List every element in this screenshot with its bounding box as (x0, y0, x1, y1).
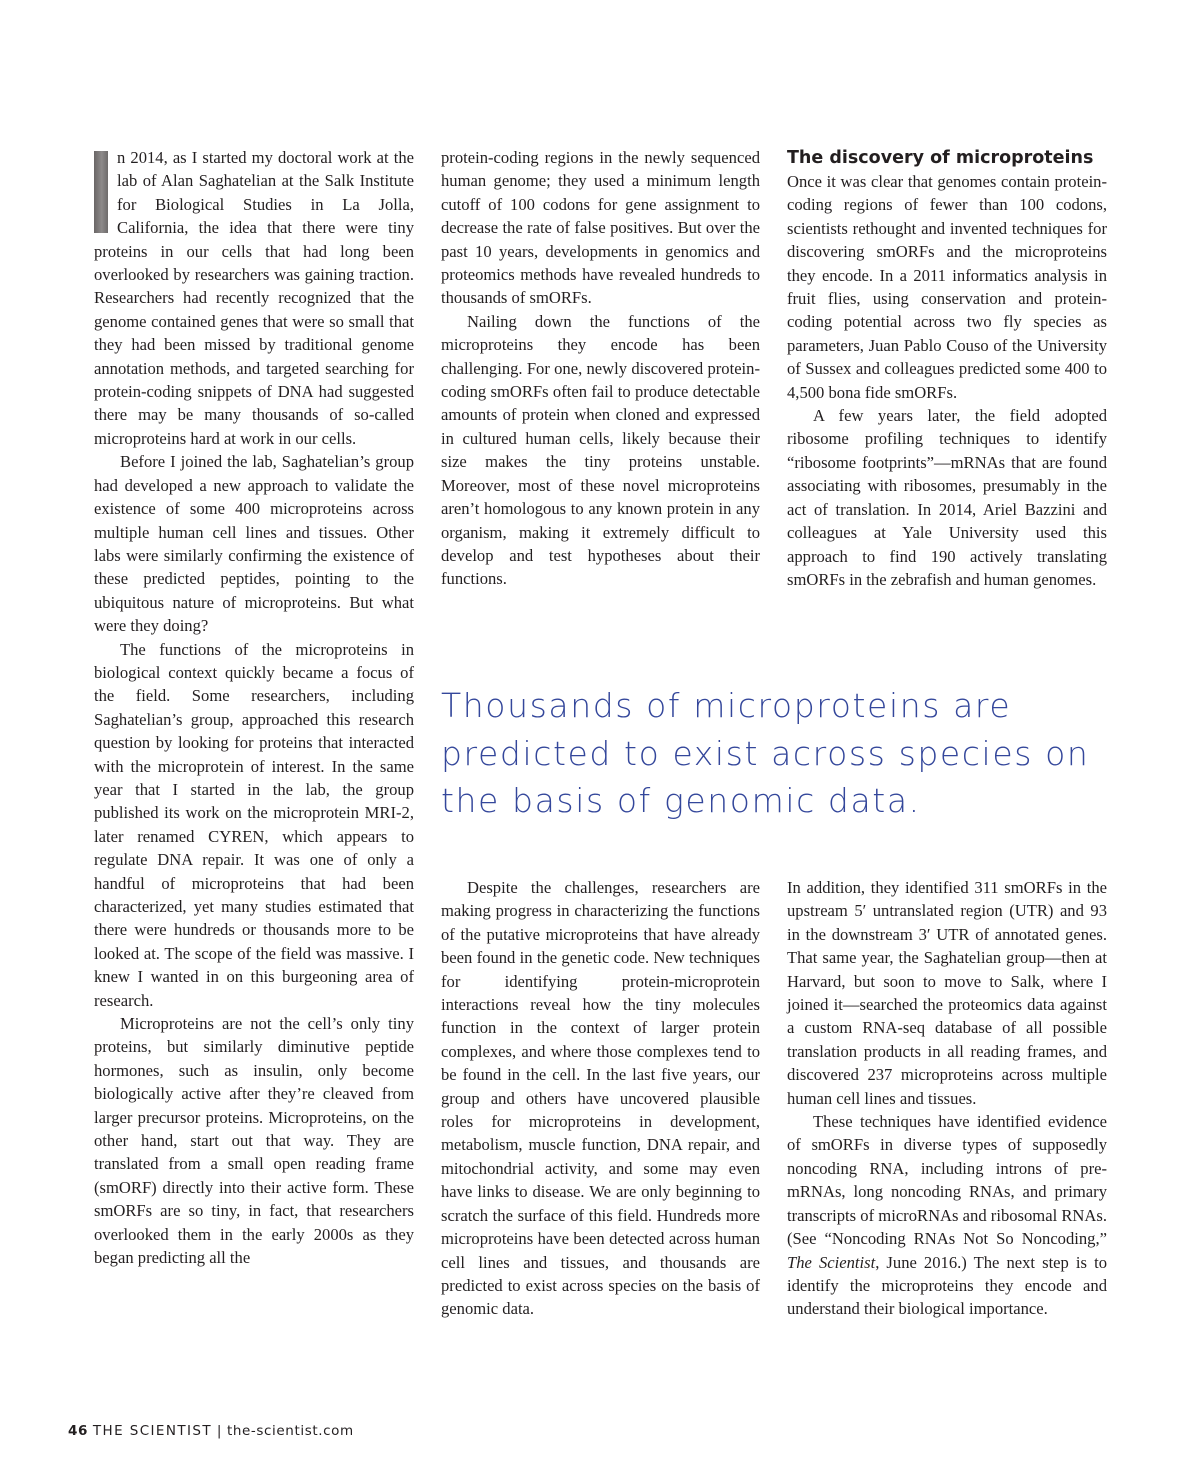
section-subhead: The discovery of microproteins (787, 148, 1094, 168)
paragraph: Once it was clear that genomes contain protein-coding regions of fewer than 100 codons, scientists rethought and invented techniques for discovering smORFs and the microproteins they encode. In a 2011 informatics analysis in fruit flies, using conservation and protein-coding potential across two fly species as parameters, Juan Pablo Couso of the University of Sussex and colleagues predicted some 400 to 4,500 bona fide smORFs. (787, 172, 1107, 402)
footer-separator: | (216, 1423, 223, 1439)
paragraph: In addition, they identified 311 smORFs in the upstream 5′ untranslated region (UTR) and 93 in the downstream 3′ UTR of annotated genes. That same year, the Saghatelian group—then at Harvard, but soon to move to Salk, where I joined it—searched the proteomics data against a custom RNA-seq database of all possible translation products in all reading frames, and discovered 237 microproteins across multiple human cell lines and tissues. (787, 878, 1107, 1108)
page-number: 46 (68, 1423, 88, 1439)
paragraph-text: , June 2016.) The next step is to identify the microproteins they encode and understand their biological importance. (787, 1252, 1107, 1319)
paragraph: protein-coding regions in the newly sequenced human genome; they used a minimum length cutoff of 100 codons for gene assignment to decrease the rate of false positives. But over the past 10 years, developments in genomics and proteomics methods have revealed hundreds to thousands of smORFs. (441, 148, 760, 308)
drop-cap (94, 151, 108, 233)
column-left (94, 146, 414, 1270)
paragraph: The functions of the microproteins in biological context quickly became a focus of the field. Some researchers, including Saghatelian’s group, approached this research question by looking for proteins that interacted with the microprotein of interest. In the same year that I started in the lab, the group published its work on the microprotein MRI-2, later renamed CYREN, which appears to regulate DNA repair. It was one of only a handful of microproteins that had been characterized, yet many studies estimated that there were hundreds or thousands more to be looked at. The scope of the field was massive. I knew I wanted in on this burgeoning area of research. (94, 639, 414, 1010)
website-url: the-scientist.com (226, 1423, 354, 1439)
paragraph-text: These techniques have identified evidence of smORFs in diverse types of supposedly noncoding RNA, including introns of pre-mRNAs, long noncoding RNAs, and primary transcripts of microRNAs and ribosomal RNAs. (See “Noncoding RNAs Not So Noncoding,” (787, 1112, 1107, 1249)
paragraph-intro (94, 146, 414, 450)
column-middle-bottom (441, 876, 760, 1321)
publication-title: The Scientist (787, 1252, 876, 1272)
column-right-top (787, 146, 1107, 591)
column-middle-top (441, 146, 760, 591)
paragraph (787, 1110, 1107, 1321)
page-footer (68, 1421, 354, 1441)
pull-quote: Thousands of microproteins are predicted to exist across species on the basis of genomic data. (441, 686, 1090, 820)
intro-text: n 2014, as I started my doctoral work at the lab of Alan Saghatelian at the Salk Institute for Biological Studies in La Jolla, California, the idea that there were tiny proteins in our cells that had long been overlooked by researchers was gaining traction. Researchers had recently recognized that the genome contained genes that were so small that they had been missed by traditional genome annotation methods, and targeted searching for protein-coding snippets of DNA had suggested there may be many thousands of so-called microproteins hard at work in our cells. (94, 148, 414, 448)
paragraph: Microproteins are not the cell’s only tiny proteins, but similarly diminutive peptide hormones, such as insulin, only become biologically active after they’re cleaved from larger precursor proteins. Microproteins, on the other hand, start out that way. They are translated from a small open reading frame (smORF) directly into their active form. These smORFs are so tiny, in fact, that researchers overlooked them in the early 2000s as they began predicting all the (94, 1014, 414, 1268)
paragraph: Despite the challenges, researchers are making progress in characterizing the functions of the putative microproteins that have already been found in the genetic code. New techniques for identifying protein-microprotein interactions reveal how the tiny molecules function in the context of larger protein complexes, and where those complexes tend to be found in the cell. In the last five years, our group and others have uncovered plausible roles for microproteins in development, metabolism, muscle function, DNA repair, and mitochondrial activity, and some may even have links to disease. We are only beginning to scratch the surface of this field. Hundreds more microproteins have been detected across human cell lines and tissues, and thousands are predicted to exist across species on the basis of genomic data. (441, 878, 760, 1319)
paragraph: A few years later, the field adopted ribosome profiling techniques to identify “ribosome footprints”—mRNAs that are found associating with ribosomes, presumably in the act of translation. In 2014, Ariel Bazzini and colleagues at Yale University used this approach to find 190 actively translating smORFs in the zebrafish and human genomes. (787, 406, 1107, 589)
paragraph: Before I joined the lab, Saghatelian’s group had developed a new approach to validate the existence of some 400 microproteins across multiple human cell lines and tissues. Other labs were similarly confirming the existence of these predicted peptides, pointing to the ubiquitous nature of microproteins. But what were they doing? (94, 452, 414, 636)
paragraph: Nailing down the functions of the microproteins they encode has been challenging. For one, newly discovered protein-coding smORFs often fail to produce detectable amounts of protein when cloned and expressed in cultured human cells, likely because their size makes the tiny proteins unstable. Moreover, most of these novel microproteins aren’t homologous to any known protein in any organism, making it extremely difficult to develop and test hypotheses about their functions. (441, 311, 760, 589)
magazine-name: THE SCIENTIST (92, 1423, 212, 1439)
column-right-bottom (787, 876, 1107, 1321)
